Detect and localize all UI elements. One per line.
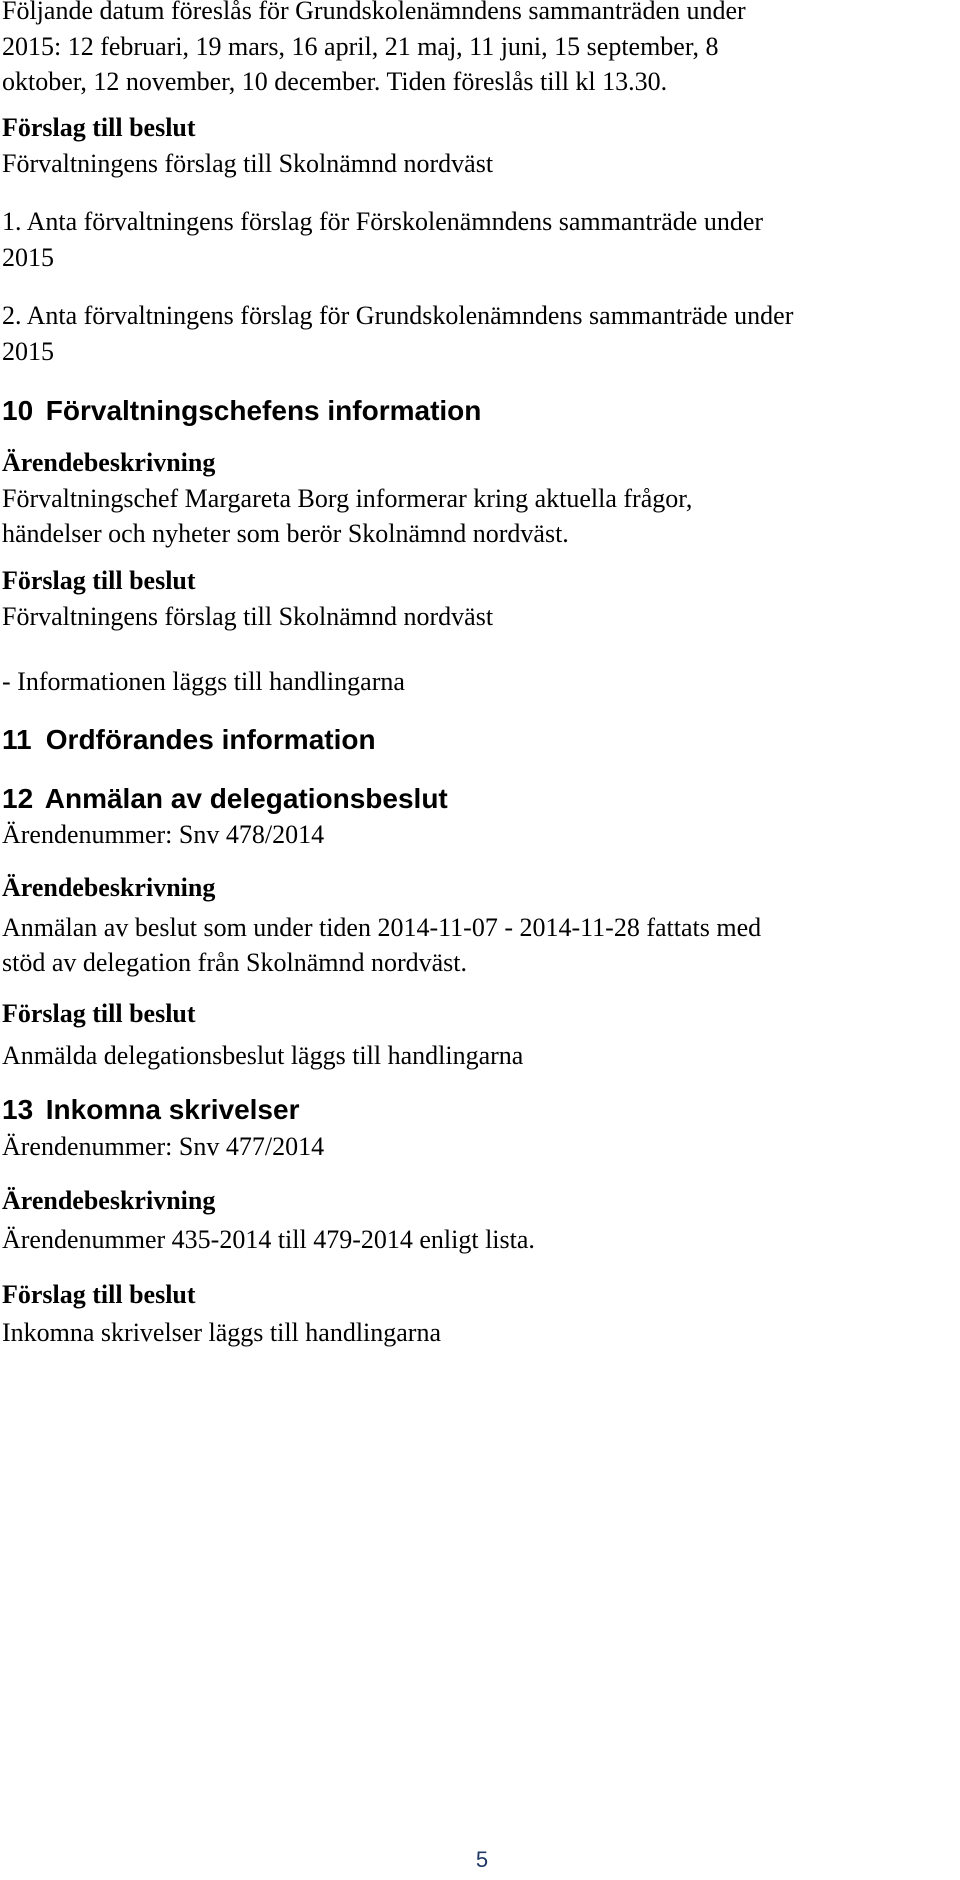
- decision-proposal-heading: Förslag till beslut: [2, 1280, 196, 1309]
- section-title: Inkomna skrivelser: [45, 1094, 300, 1125]
- intro-text-line-2: 2015: 12 februari, 19 mars, 16 april, 21 maj, 11 juni, 15 september, 8: [2, 32, 719, 61]
- section-number: 12: [2, 783, 34, 814]
- case-description-heading: Ärendebeskrivning: [2, 448, 216, 477]
- proposal-item-2-line-1: 2. Anta förvaltningens förslag för Grundskolenämndens sammanträde under: [2, 301, 794, 330]
- decision-proposal-heading: Förslag till beslut: [2, 999, 196, 1028]
- administration-proposal-label: Förvaltningens förslag till Skolnämnd nordväst: [2, 149, 494, 178]
- case-number: Ärendenummer: Snv 478/2014: [2, 820, 325, 849]
- proposal-item-1-line-2: 2015: [2, 243, 54, 272]
- case-description-line-2: stöd av delegation från Skolnämnd nordväst.: [2, 948, 468, 977]
- decision-proposal-heading: Förslag till beslut: [2, 113, 196, 142]
- case-description-line-1: Förvaltningschef Margareta Borg informerar kring aktuella frågor,: [2, 484, 693, 513]
- section-title: Ordförandes information: [45, 724, 376, 755]
- section-heading-13: [2, 1093, 299, 1127]
- page-number: 5: [475, 1847, 489, 1872]
- case-description-line-1: Anmälan av beslut som under tiden 2014-11-07 - 2014-11-28 fattats med: [2, 913, 762, 942]
- administration-proposal-label: Förvaltningens förslag till Skolnämnd nordväst: [2, 602, 494, 631]
- case-description-heading: Ärendebeskrivning: [2, 873, 216, 902]
- case-description-text: Ärendenummer 435-2014 till 479-2014 enligt lista.: [2, 1225, 535, 1254]
- section-heading-10: [2, 394, 481, 428]
- section-number: 10: [2, 395, 34, 426]
- proposal-item-1-line-1: 1. Anta förvaltningens förslag för Förskolenämndens sammanträde under: [2, 207, 764, 236]
- proposal-item-2-line-2: 2015: [2, 337, 54, 366]
- section-number: 11: [2, 724, 32, 755]
- case-description-line-2: händelser och nyheter som berör Skolnämnd nordväst.: [2, 519, 569, 548]
- section-number: 13: [2, 1094, 34, 1125]
- decision-text: - Informationen läggs till handlingarna: [2, 667, 405, 696]
- section-heading-12: [2, 782, 448, 816]
- intro-text-line-3: oktober, 12 november, 10 december. Tiden föreslås till kl 13.30.: [2, 67, 668, 96]
- section-title: Förvaltningschefens information: [45, 395, 482, 426]
- decision-proposal-heading: Förslag till beslut: [2, 566, 196, 595]
- case-number: Ärendenummer: Snv 477/2014: [2, 1132, 325, 1161]
- decision-text: Anmälda delegationsbeslut läggs till handlingarna: [2, 1041, 524, 1070]
- section-heading-11: [2, 723, 376, 757]
- decision-text: Inkomna skrivelser läggs till handlingarna: [2, 1318, 442, 1347]
- case-description-heading: Ärendebeskrivning: [2, 1186, 216, 1215]
- intro-text-line-1: Följande datum föreslås för Grundskolenämndens sammanträden under: [2, 0, 746, 25]
- section-title: Anmälan av delegationsbeslut: [44, 783, 448, 814]
